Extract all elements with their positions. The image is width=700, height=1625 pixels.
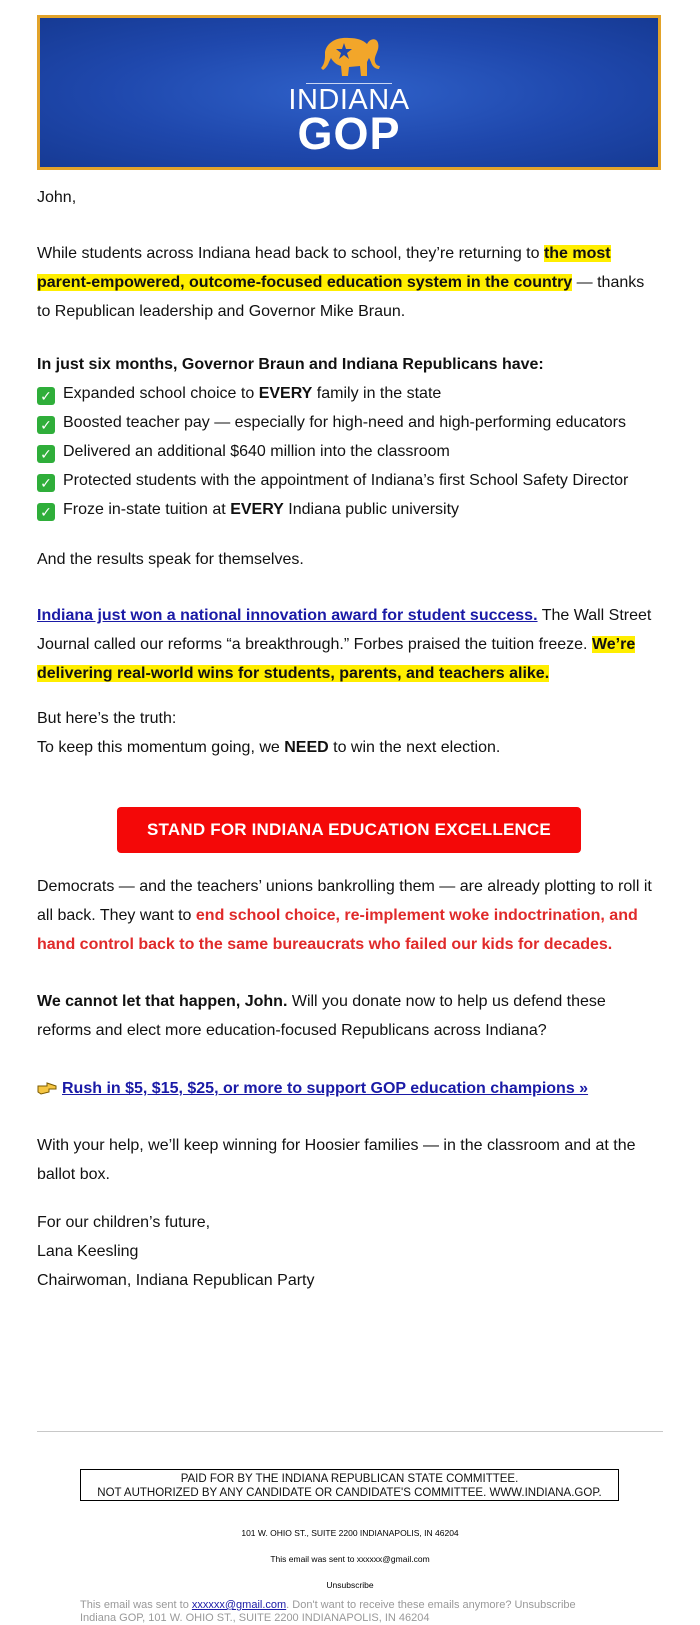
stand-for-education-button[interactable]: STAND FOR INDIANA EDUCATION EXCELLENCE [117, 807, 581, 853]
logo-gop-text: GOP [297, 108, 401, 159]
check-icon: ✓ [37, 416, 55, 434]
footer-email-link[interactable]: xxxxxx@gmail.com [191, 1599, 287, 1611]
footer-bottom-line: This email was sent to xxxxxx@gmail.com. Don't want to receive these emails anymore? Unsubscribe [80, 1599, 576, 1611]
donate-line [37, 1074, 665, 1105]
logo-state-text: INDIANA [288, 84, 410, 116]
check-icon: ✓ [37, 503, 55, 521]
footer-address: 101 W. OHIO ST., SUITE 2200 INDIANAPOLIS, IN 46204 [241, 1528, 459, 1538]
results-paragraph: Indiana just won a national innovation award for student success. The Wall Street Journal called our reforms “a breakthrough.” Forbes praised the tuition freeze. We’re delivering real-world wins for students, parents, and teachers alike. [37, 607, 652, 682]
greeting: John, [37, 189, 77, 206]
check-icon: ✓ [37, 387, 55, 405]
list-item: ✓ Delivered an additional $640 million into the classroom [37, 437, 665, 466]
closing-paragraph: With your help, we’ll keep winning for Hoosier families — in the classroom and at the ballot box. [37, 1137, 636, 1183]
signature: For our children’s future, Lana Keesling Chairwoman, Indiana Republican Party [37, 1214, 315, 1289]
results-line: And the results speak for themselves. [37, 551, 304, 568]
democrats-paragraph: Democrats — and the teachers’ unions bankrolling them — are already plotting to roll it all back. They want to end school choice, re-implement woke indoctrination, and hand control back to the same bureaucrats who failed our kids for decades. [37, 878, 652, 953]
header-banner [37, 15, 661, 170]
pointing-hand-icon [37, 1076, 57, 1105]
truth-paragraph: But here’s the truth: To keep this momentum going, we NEED to win the next election. [37, 710, 501, 756]
paid-for-disclaimer: PAID FOR BY THE INDIANA REPUBLICAN STATE COMMITTEE. NOT AUTHORIZED BY ANY CANDIDATE OR CANDIDATE'S COMMITTEE. WWW.INDIANA.GOP. [80, 1469, 619, 1501]
elephant-icon [319, 32, 381, 80]
footer-unsubscribe-link[interactable]: Unsubscribe [326, 1580, 374, 1590]
footer-sent-to: This email was sent to xxxxxx@gmail.com [270, 1554, 430, 1564]
list-item: ✓ Boosted teacher pay — especially for high-need and high-performing educators [37, 408, 665, 437]
footer-bottom-address: Indiana GOP, 101 W. OHIO ST., SUITE 2200 INDIANAPOLIS, IN 46204 [80, 1612, 430, 1624]
list-item: ✓ Protected students with the appointment of Indiana’s first School Safety Director [37, 466, 665, 495]
intro-paragraph: While students across Indiana head back to school, they’re returning to the most parent-empowered, outcome-focused education system in the country — thanks to Republican leadership and Governor Mike Braun. [37, 245, 645, 320]
donate-link[interactable]: Rush in $5, $15, $25, or more to support GOP education champions » [62, 1080, 589, 1097]
list-item: ✓ Froze in-state tuition at EVERY Indiana public university [37, 495, 665, 524]
accomplishments-list [37, 350, 665, 524]
check-icon: ✓ [37, 474, 55, 492]
indiana-gop-logo [40, 18, 658, 167]
check-icon: ✓ [37, 445, 55, 463]
list-heading: In just six months, Governor Braun and Indiana Republicans have: [37, 356, 544, 373]
award-link[interactable]: Indiana just won a national innovation award for student success. [37, 607, 538, 624]
footer-divider [37, 1431, 663, 1432]
donate-ask-paragraph: We cannot let that happen, John. Will you donate now to help us defend these reforms and elect more education-focused Republicans across Indiana? [37, 993, 606, 1039]
list-item: ✓ Expanded school choice to EVERY family in the state [37, 379, 665, 408]
